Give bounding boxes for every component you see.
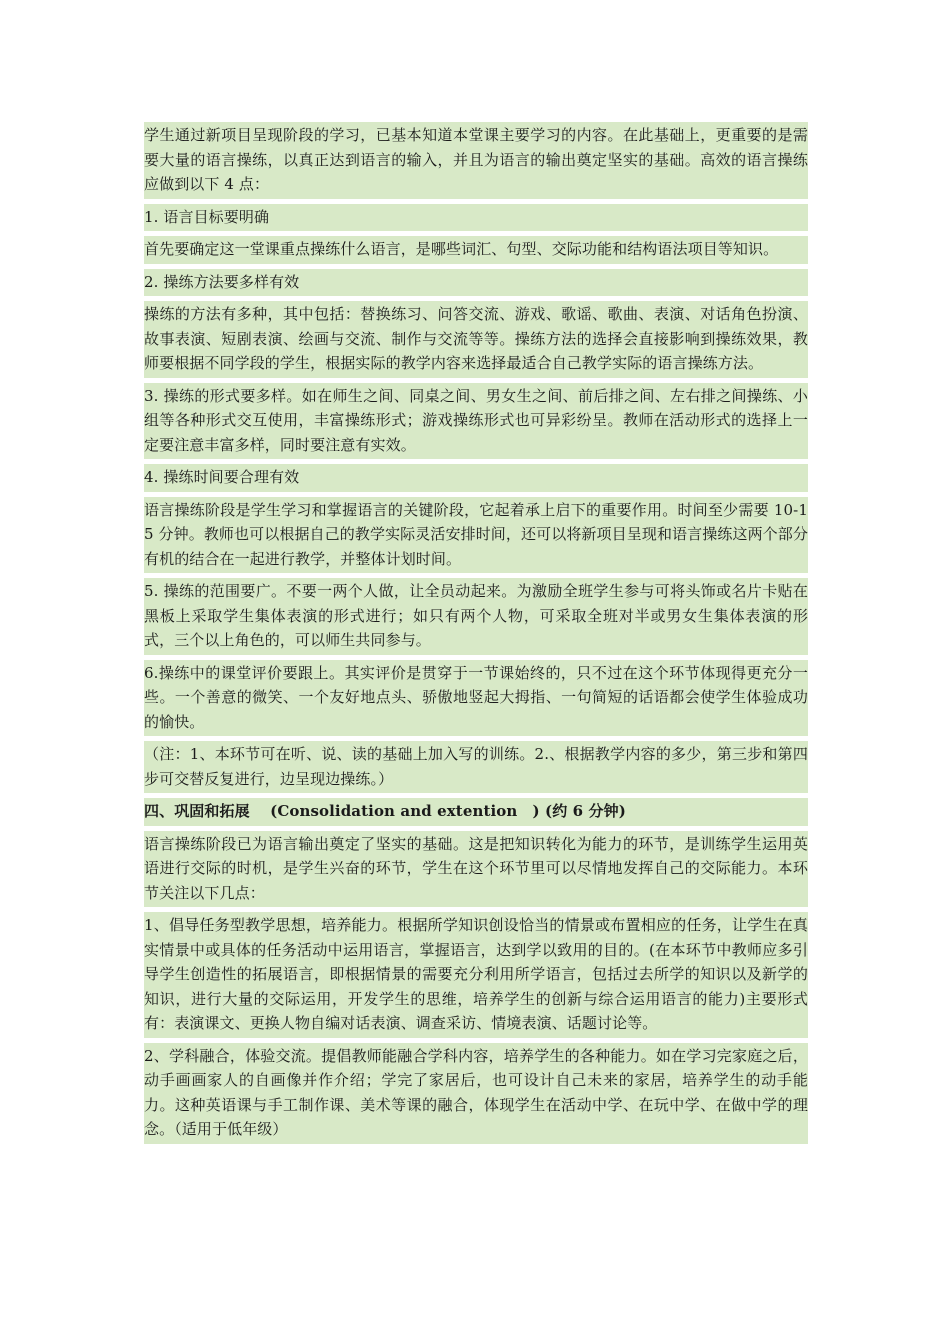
document-body	[144, 122, 808, 1149]
section-4-point-1: 1、倡导任务型教学思想，培养能力。根据所学知识创设恰当的情景或布置相应的任务，让学生在真实情景中或具体的任务活动中运用语言，掌握语言，达到学以致用的目的。(在本环节中教师应多引导学生创造性的拓展语言，即根据情景的需要充分利用所学语言，包括过去所学的知识以及新学的知识，进行大量的交际运用，开发学生的思维，培养学生的创新与综合运用语言的能力)主要形式有：表演课文、更换人物自编对话表演、调查采访、情境表演、话题讨论等。	[144, 912, 808, 1038]
point-3-paragraph: 3. 操练的形式要多样。如在师生之间、同桌之间、男女生之间、前后排之间、左右排之间操练、小组等各种形式交互使用，丰富操练形式；游戏操练形式也可异彩纷呈。教师在活动形式的选择上一定要注意丰富多样，同时要注意有实效。	[144, 383, 808, 460]
section-4-point-2: 2、学科融合，体验交流。提倡教师能融合学科内容，培养学生的各种能力。如在学习完家庭之后，动手画画家人的自画像并作介绍；学完了家居后，也可设计自己未来的家居，培养学生的动手能力。这种英语课与手工制作课、美术等课的融合，体现学生在活动中学、在玩中学、在做中学的理念。（适用于低年级）	[144, 1043, 808, 1144]
point-1-title: 1. 语言目标要明确	[144, 204, 808, 232]
point-5-paragraph: 5. 操练的范围要广。不要一两个人做，让全员动起来。为激励全班学生参与可将头饰或名片卡贴在黑板上采取学生集体表演的形式进行；如只有两个人物，可采取全班对半或男女生集体表演的形式，三个以上角色的，可以师生共同参与。	[144, 578, 808, 655]
point-4-body: 语言操练阶段是学生学习和掌握语言的关键阶段，它起着承上启下的重要作用。时间至少需要 10-15 分钟。教师也可以根据自己的教学实际灵活安排时间，还可以将新项目呈现和语言操练这两个部分有机的结合在一起进行教学，并整体计划时间。	[144, 497, 808, 574]
point-4-title: 4. 操练时间要合理有效	[144, 464, 808, 492]
point-2-body: 操练的方法有多种，其中包括：替换练习、问答交流、游戏、歌谣、歌曲、表演、对话角色扮演、故事表演、短剧表演、绘画与交流、制作与交流等等。操练方法的选择会直接影响到操练效果，教师要根据不同学段的学生，根据实际的教学内容来选择最适合自己教学实际的语言操练方法。	[144, 301, 808, 378]
note-paragraph: （注：1、本环节可在听、说、读的基础上加入写的训练。2.、根据教学内容的多少，第三步和第四步可交替反复进行，边呈现边操练。）	[144, 741, 808, 793]
point-2-title: 2. 操练方法要多样有效	[144, 269, 808, 297]
section-4-heading: 四、巩固和拓展 (Consolidation and extention ) (约 6 分钟)	[144, 798, 808, 826]
section-4-intro: 语言操练阶段已为语言输出奠定了坚实的基础。这是把知识转化为能力的环节，是训练学生运用英语进行交际的时机，是学生兴奋的环节，学生在这个环节里可以尽情地发挥自己的交际能力。本环节关注以下几点：	[144, 831, 808, 908]
point-1-body: 首先要确定这一堂课重点操练什么语言，是哪些词汇、句型、交际功能和结构语法项目等知识。	[144, 236, 808, 264]
intro-paragraph: 学生通过新项目呈现阶段的学习，已基本知道本堂课主要学习的内容。在此基础上，更重要的是需要大量的语言操练，以真正达到语言的输入，并且为语言的输出奠定坚实的基础。高效的语言操练应做到以下 4 点：	[144, 122, 808, 199]
point-6-paragraph: 6.操练中的课堂评价要跟上。其实评价是贯穿于一节课始终的，只不过在这个环节体现得更充分一些。一个善意的微笑、一个友好地点头、骄傲地竖起大拇指、一句简短的话语都会使学生体验成功的愉快。	[144, 660, 808, 737]
